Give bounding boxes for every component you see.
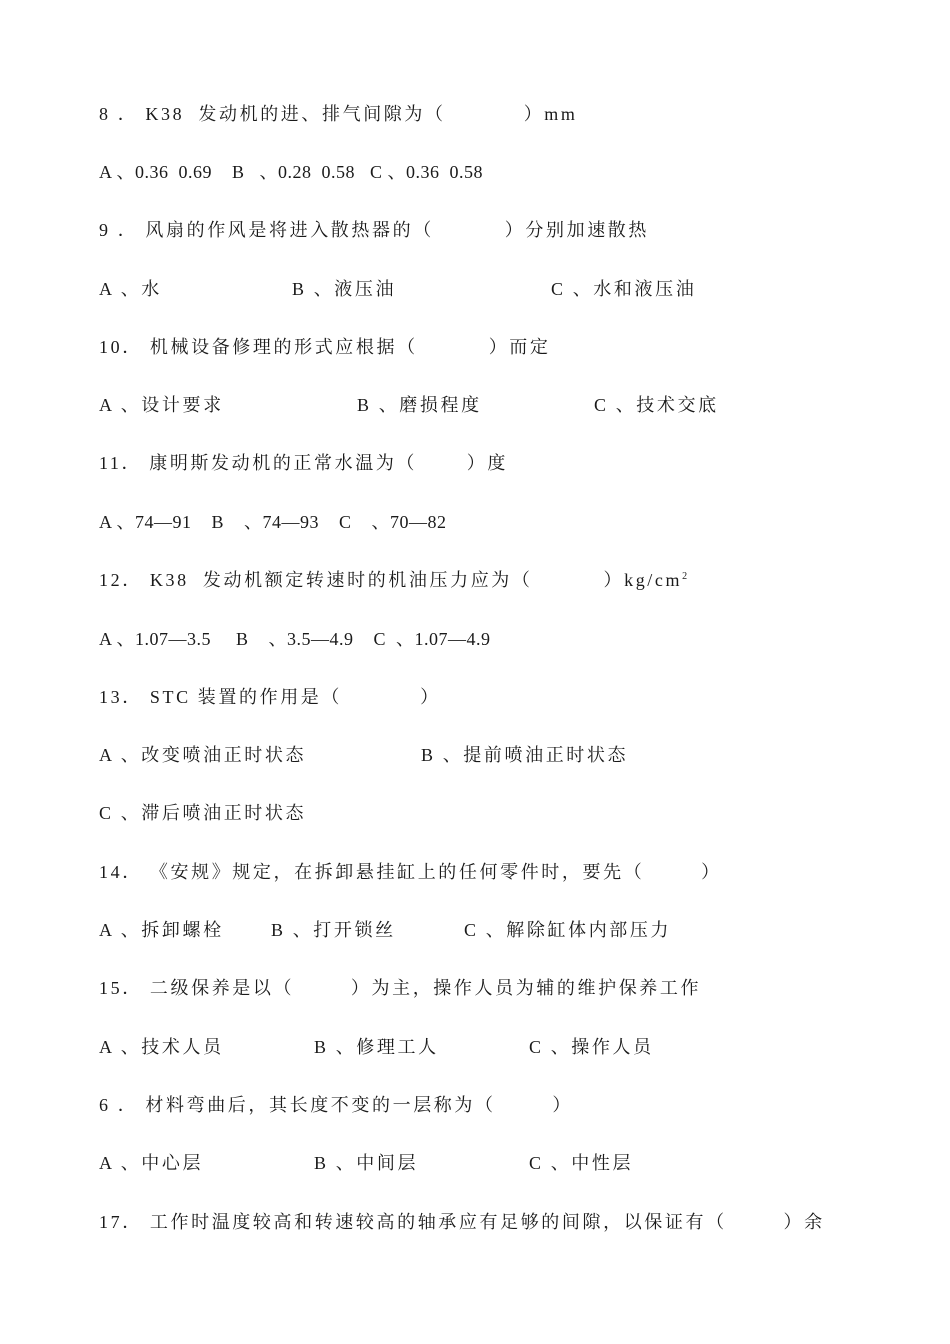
option-c: C 、水和液压油 — [551, 279, 697, 299]
question-9-options — [99, 274, 697, 304]
question-15-options — [99, 1032, 654, 1062]
option-a: A 、技术人员 — [99, 1037, 224, 1057]
question-17-text: 17． 工作时温度较高和转速较高的轴承应有足够的间隙，以保证有（ ）余 — [99, 1212, 825, 1232]
option-a: A 、中心层 — [99, 1153, 204, 1173]
option-b: B 、中间层 — [314, 1153, 419, 1173]
question-11-options-text: A 、74—91 B 、74—93 C 、70—82 — [99, 512, 447, 532]
superscript-2: 2 — [682, 571, 688, 582]
option-c: C 、滞后喷油正时状态 — [99, 803, 307, 823]
question-17 — [99, 1207, 825, 1237]
question-13-options — [99, 740, 629, 770]
question-11-text: 11． 康明斯发动机的正常水温为（ ）度 — [99, 453, 508, 473]
question-8-options-text: A 、0.36 0.69 B 、0.28 0.58 C 、0.36 0.58 — [99, 162, 484, 182]
question-16-options — [99, 1148, 634, 1178]
question-14-text: 14． 《安规》规定，在拆卸悬挂缸上的任何零件时，要先（ ） — [99, 862, 722, 882]
option-c: C 、中性层 — [529, 1153, 634, 1173]
option-b: B 、液压油 — [292, 279, 397, 299]
question-8-text: 8 ． K38 发动机的进、排气间隙为（ ）mm — [99, 104, 578, 124]
option-b: B 、提前喷油正时状态 — [421, 745, 629, 765]
option-c: C 、技术交底 — [594, 395, 719, 415]
question-10-options — [99, 390, 719, 420]
question-11 — [99, 448, 508, 478]
question-13-option-c — [99, 798, 306, 828]
option-a: A 、改变喷油正时状态 — [99, 745, 307, 765]
question-10-text: 10． 机械设备修理的形式应根据（ ）而定 — [99, 337, 551, 357]
option-a: A 、设计要求 — [99, 395, 224, 415]
option-a: A 、拆卸螺栓 — [99, 920, 224, 940]
option-c: C 、操作人员 — [529, 1037, 654, 1057]
option-b: B 、打开锁丝 — [271, 920, 396, 940]
option-b: B 、修理工人 — [314, 1037, 439, 1057]
option-b: B 、磨损程度 — [357, 395, 482, 415]
question-8 — [99, 99, 578, 129]
question-12-options-text: A 、1.07—3.5 B 、3.5—4.9 C 、1.07—4.9 — [99, 629, 491, 649]
question-14-options — [99, 915, 672, 945]
question-9 — [99, 215, 649, 245]
question-13-text: 13． STC 装置的作用是（ ） — [99, 687, 441, 707]
question-16-text: 6 ． 材料弯曲后，其长度不变的一层称为（ ） — [99, 1095, 573, 1115]
question-15 — [99, 973, 701, 1003]
question-12 — [99, 565, 687, 595]
question-13 — [99, 682, 441, 712]
option-c: C 、解除缸体内部压力 — [464, 920, 672, 940]
question-11-options — [99, 507, 447, 537]
question-12-text: 12． K38 发动机额定转速时的机油压力应为（ ）kg/cm — [99, 570, 683, 590]
question-8-options — [99, 157, 483, 187]
question-14 — [99, 857, 722, 887]
question-10 — [99, 332, 551, 362]
option-a: A 、水 — [99, 279, 162, 299]
question-9-text: 9 ． 风扇的作风是将进入散热器的（ ）分别加速散热 — [99, 220, 649, 240]
question-15-text: 15． 二级保养是以（ ）为主，操作人员为辅的维护保养工作 — [99, 978, 702, 998]
question-12-options — [99, 624, 491, 654]
question-16 — [99, 1090, 573, 1120]
